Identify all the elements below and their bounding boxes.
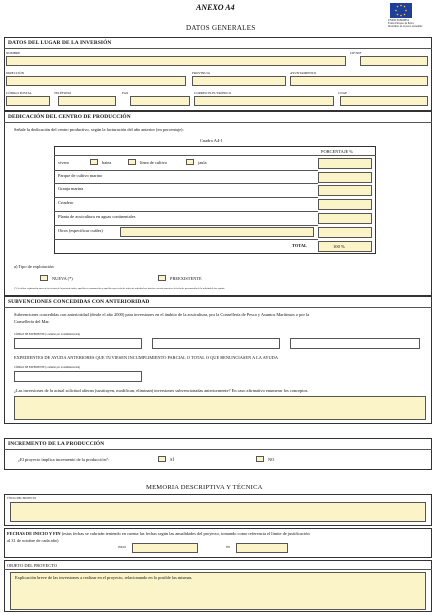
total-label: TOTAL	[292, 243, 307, 248]
si-checkbox[interactable]	[158, 456, 166, 462]
jaula-label: jaula	[198, 160, 207, 165]
subsidies-text1: Subvenciones concedidas con anterioridad (desde el año 2000) para inversiones en el ámbito de la acuicultura, por la Consellería de Pesca y Asuntos Marítimos o por la	[14, 312, 310, 317]
fin-label: FIN	[226, 546, 231, 549]
objeto-field[interactable]	[10, 572, 426, 610]
code-label-2-text: CÓDIGO DE EXPEDIENTE	[14, 366, 45, 369]
preexistente-label: PREEXISTENTE	[170, 276, 202, 281]
titulo-field[interactable]	[10, 502, 426, 522]
linea-label: línea de cultivo	[140, 160, 168, 165]
annex-title: ANEXO A4	[196, 3, 235, 12]
correo-label: CORREO ELECTRÓNICO	[194, 91, 232, 95]
linea-checkbox[interactable]	[128, 159, 136, 165]
total-value	[318, 241, 372, 252]
subsidies-text2: EXPEDIENTES DE AYUDA ANTERIORES QUE TUVIESEN INCUMPLIMIENTO PARCIAL O TOTAL O QUE RENUNCIASEN A LA AYUDA	[14, 355, 279, 360]
fax-field[interactable]	[130, 96, 190, 106]
no-checkbox[interactable]	[256, 456, 264, 462]
nueva-checkbox[interactable]	[40, 275, 48, 281]
cifnif-field[interactable]	[360, 56, 428, 66]
fechas-note2: al 31 de octubre de cada año)	[7, 538, 59, 543]
vivero-pct[interactable]	[318, 158, 372, 169]
section-title: DATOS GENERALES	[186, 24, 256, 32]
pct-header: PORCENTAJE %	[321, 149, 353, 154]
granja-pct[interactable]	[318, 185, 372, 196]
nombre-label: NOMBRE	[6, 51, 21, 55]
fechas-title-text: FECHAS DE INICIO Y FIN	[7, 531, 61, 536]
code-label-1	[14, 333, 80, 336]
code-field-4[interactable]	[14, 371, 142, 382]
nueva-label: NUEVA (*)	[52, 276, 73, 281]
criadero-pct[interactable]	[318, 199, 372, 210]
fax-label: FAX	[122, 91, 129, 95]
row-planta: Planta de acuicultura en aguas continentales	[58, 214, 136, 219]
batea-label: batea	[102, 160, 112, 165]
otros-pct[interactable]	[318, 227, 372, 238]
provincia-field[interactable]	[192, 76, 286, 86]
eu-line-1: UNIÓN EUROPEA	[388, 19, 409, 22]
row-granja: Granja marina	[58, 186, 84, 191]
nombre-field[interactable]	[6, 56, 346, 66]
total-value-text: 100 %	[333, 244, 345, 249]
fechas-title	[7, 531, 310, 536]
subsidies-text3: ¿Las inversiones de la actual solicitud alteran (sustituyen, modifican, eliminan) inversiones subvencionadas anteriormente? En caso afirmativo enumerar los conceptos.	[14, 388, 309, 393]
increment-title: INCREMENTO DE LA PRODUCCIÓN	[8, 441, 105, 447]
row-otros: Otros (especificar cuáles)	[58, 228, 103, 233]
si-label: SÍ	[170, 457, 174, 462]
objeto-text: Explicación breve de las inversiones a realizar en el proyecto, relacionando en lo posible las mismas.	[15, 575, 193, 580]
code-note-1: (a rellenar por la Administración)	[45, 333, 81, 336]
tipo-label: a) Tipo de explotación:	[14, 264, 55, 269]
batea-checkbox[interactable]	[90, 159, 98, 165]
no-label: NO	[268, 457, 275, 462]
objeto-title: OBJETO DEL PROYECTO	[7, 563, 57, 568]
cifnif-label: CIF/NIF	[350, 51, 362, 55]
increment-question: ¿El proyecto implica incremento de la producción?:	[18, 457, 109, 462]
fin-field[interactable]	[236, 543, 288, 553]
telefono-label: TELÉFONO	[54, 91, 72, 95]
subsidies-title: SUBVENCIONES CONCEDIDAS CON ANTERIORIDAD	[8, 299, 150, 305]
fechas-note: (estas fechas se cubrirán teniendo en cuenta las fechas según las anualidades del proyecto, tomando como referencia el límite de justificación	[61, 531, 310, 536]
ayuntamiento-label: AYUNTAMIENTO	[290, 71, 317, 75]
row-criadero: Criadero	[58, 200, 74, 205]
subsidies-textarea[interactable]	[14, 396, 426, 420]
preexistente-checkbox[interactable]	[158, 275, 166, 281]
codigo-postal-field[interactable]	[6, 96, 50, 106]
telefono-field[interactable]	[58, 96, 116, 106]
codigo-postal-label: CÓDIGO POSTAL	[6, 91, 32, 95]
direccion-label: DIRECCIÓN	[6, 71, 24, 75]
eu-line-2: Fondo Europeo de Pesca	[388, 22, 414, 25]
provincia-label: PROVINCIA	[192, 71, 210, 75]
memoria-title: MEMORIA DESCRIPTIVA Y TÉCNICA	[146, 484, 263, 491]
table-caption: Cuadro A4-1	[200, 138, 223, 143]
inicio-label: INICIO	[118, 546, 127, 549]
subsidies-text1b: Consellería del Mar.	[14, 319, 50, 324]
ayuntamiento-field[interactable]	[290, 76, 428, 86]
production-footnote: (*) Se define explotación nueva a los efectos de la presente orden, aquellas en construcción y aquellas cuya fecha de inicio de actividad sea inferior a un año anterior a la fecha de presentación de la solicitud de las ayudas.	[14, 287, 225, 290]
code-label-1-text: CÓDIGO DE EXPEDIENTE	[14, 333, 45, 336]
code-label-2	[14, 366, 80, 369]
row-parque: Parque de cultivo marino	[58, 173, 103, 178]
inicio-field[interactable]	[132, 543, 198, 553]
cnae-field[interactable]	[340, 96, 428, 106]
cnae-label: CNAE	[338, 91, 347, 95]
parque-pct[interactable]	[318, 172, 372, 183]
code-field-2[interactable]	[152, 338, 280, 349]
vivero-label: vivero	[58, 160, 70, 165]
titulo-label: TÍTULO DEL PROYECTO	[7, 497, 37, 500]
eu-flag-icon	[390, 3, 412, 18]
correo-field[interactable]	[194, 96, 334, 106]
otros-field[interactable]	[120, 227, 314, 237]
code-field-1[interactable]	[14, 338, 142, 349]
eu-line-3: Invertimos en la pesca sostenible	[388, 25, 423, 28]
planta-pct[interactable]	[318, 213, 372, 224]
jaula-checkbox[interactable]	[186, 159, 194, 165]
production-instruction: Señale la dedicación del centro productivo, según la facturación del año anterior (en porcentaje):	[14, 127, 184, 132]
location-title: DATOS DEL LUGAR DE LA INVERSIÓN	[8, 40, 112, 46]
code-note-2: (a rellenar por la Administración)	[45, 366, 81, 369]
production-title: DEDICACIÓN DEL CENTRO DE PRODUCCIÓN	[8, 114, 131, 120]
code-field-3[interactable]	[290, 338, 420, 349]
direccion-field[interactable]	[6, 76, 186, 86]
